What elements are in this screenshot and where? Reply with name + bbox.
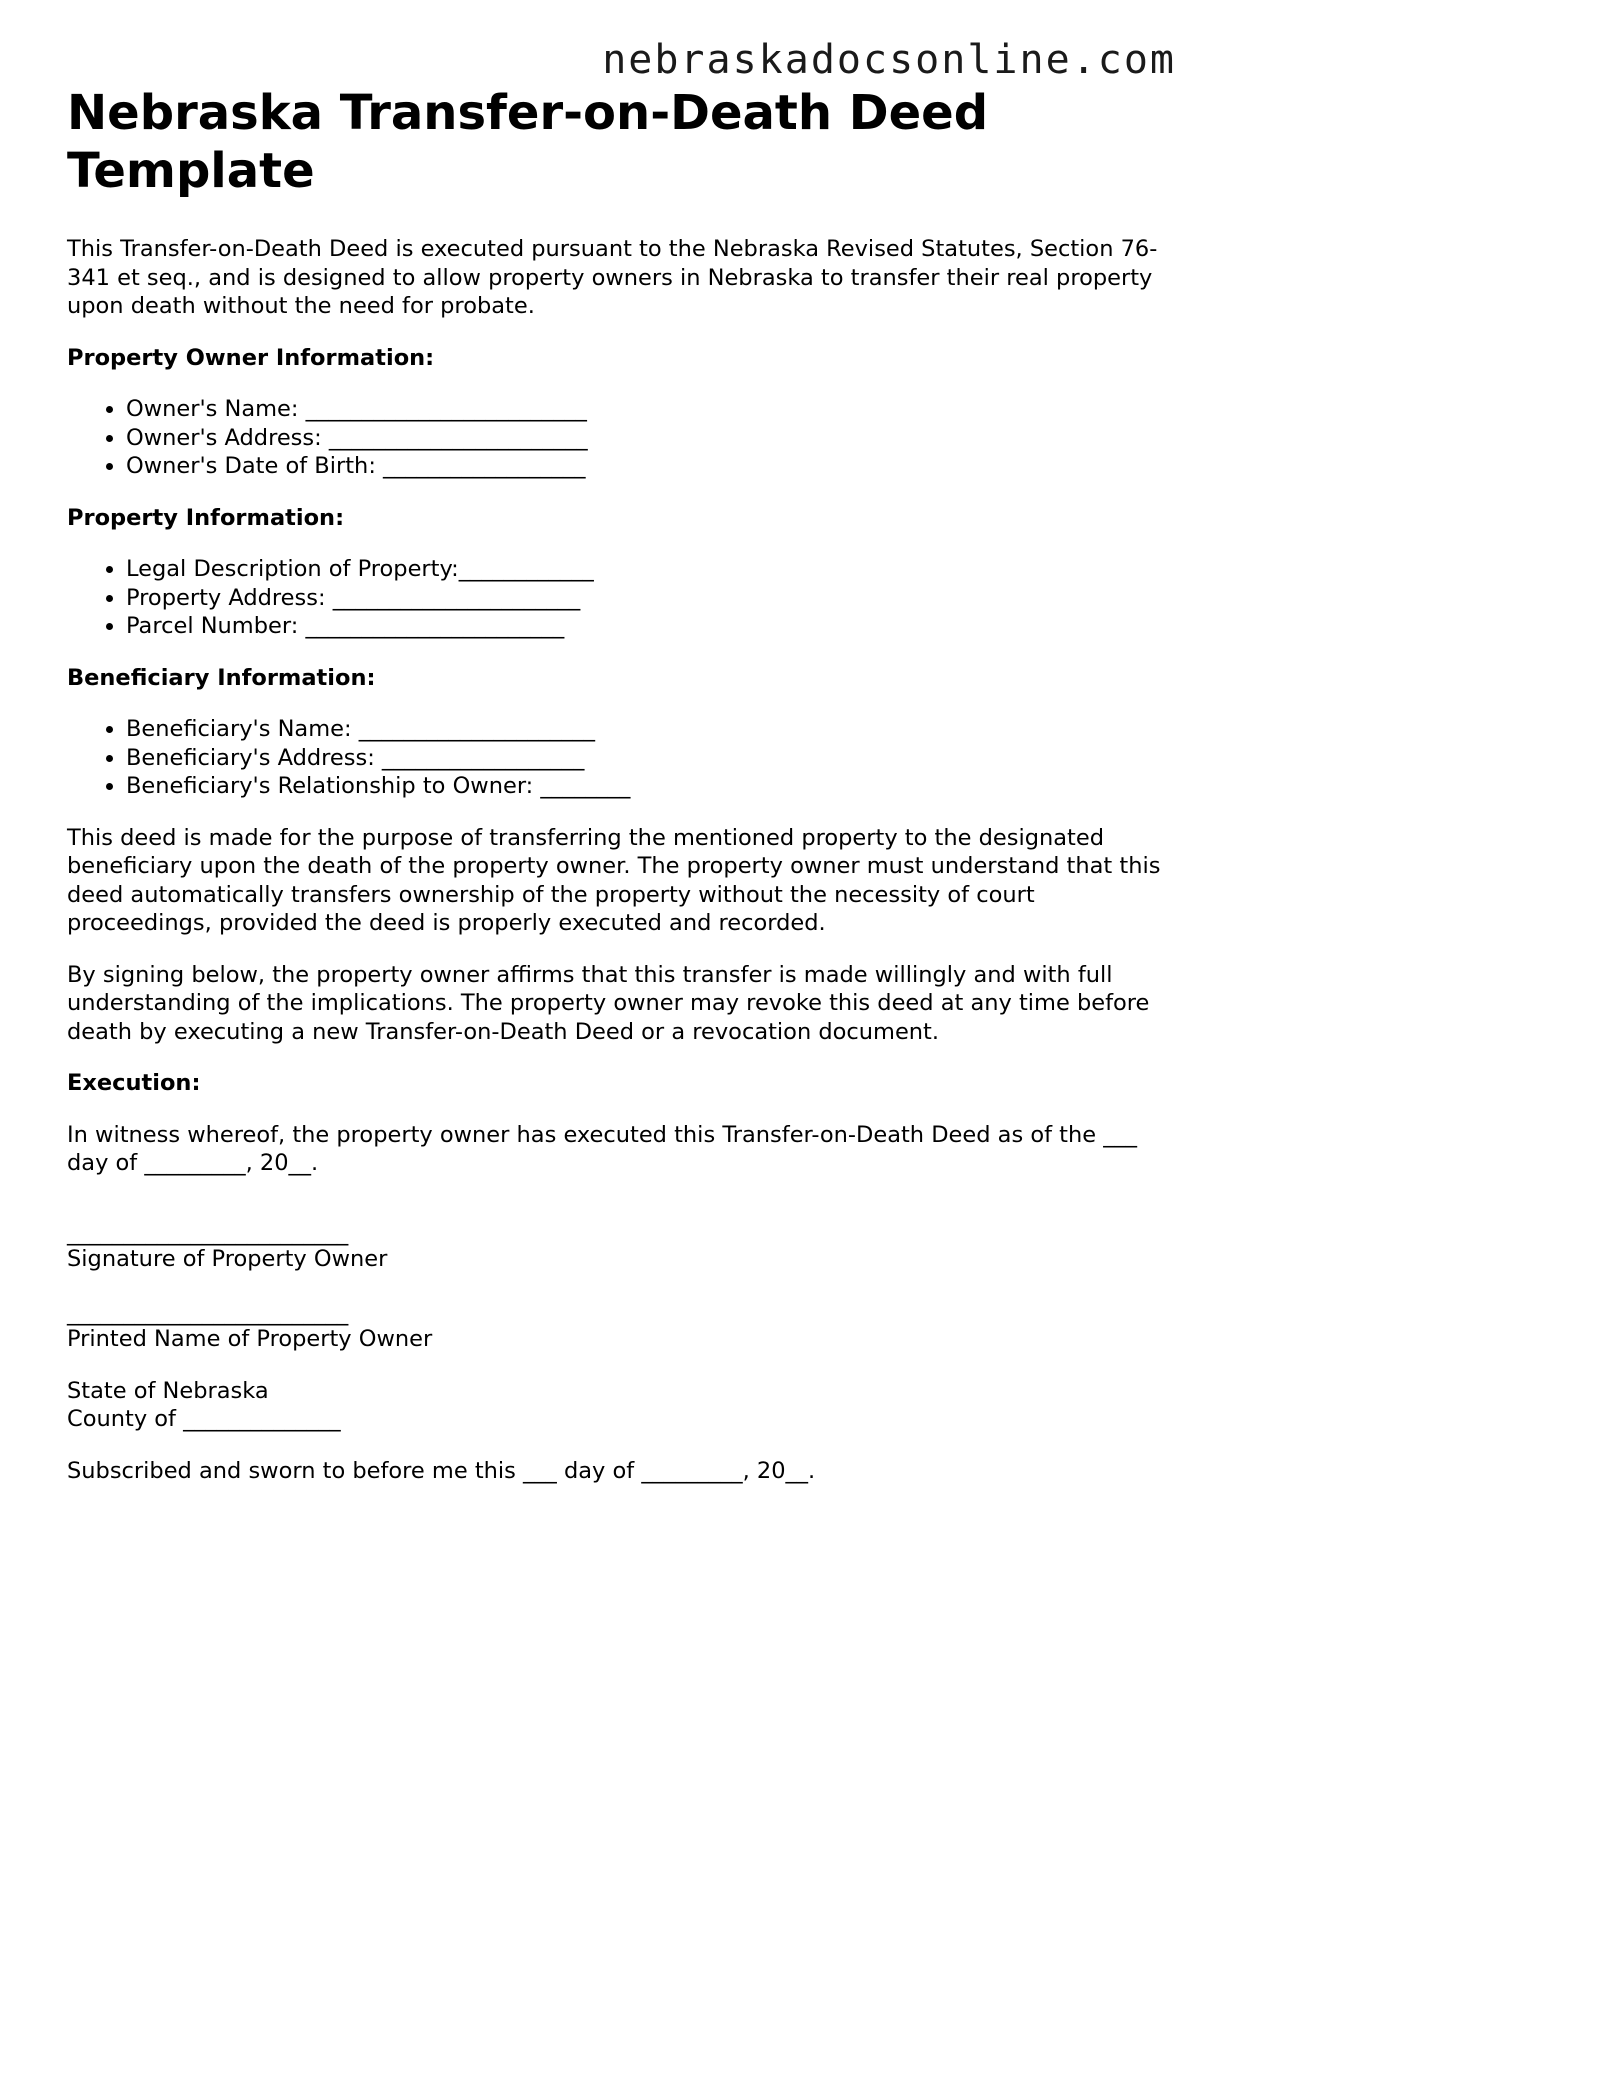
beneficiary-section-heading: Beneficiary Information: — [67, 664, 376, 691]
printed-name-line: _________________________ — [67, 1300, 349, 1326]
owner-address-field: • Owner's Address: _______________________ — [126, 424, 1177, 453]
signature-line: _________________________ — [67, 1219, 349, 1246]
legal-description-field: • Legal Description of Property:____________ — [126, 555, 1177, 584]
printed-name-block — [67, 1301, 1177, 1354]
document-title: Nebraska Transfer-on-Death Deed Template — [67, 85, 989, 199]
owner-section-heading: Property Owner Information: — [67, 344, 435, 371]
purpose-paragraph: This deed is made for the purpose of transferring the mentioned property to the designated beneficiary upon the death of the property owner. The property owner must understand that this deed automatically transfers ownership of the property without the necessity of court proceedings, provided the deed is properly executed and recorded. — [67, 824, 1161, 936]
parcel-number-field: • Parcel Number: _______________________ — [126, 612, 1177, 641]
document-page — [67, 84, 1177, 1508]
witness-paragraph: In witness whereof, the property owner has executed this Transfer-on-Death Deed as of the ___ day of _________, 20__. — [67, 1121, 1137, 1176]
sworn-paragraph: Subscribed and sworn to before me this ___ day of _________, 20__. — [67, 1457, 816, 1484]
notary-venue-block — [67, 1377, 1177, 1434]
property-address-field: • Property Address: ______________________ — [126, 584, 1177, 613]
site-watermark: nebraskadocsonline.com — [602, 37, 1176, 83]
beneficiary-info-list — [67, 715, 1177, 801]
owner-name-field: • Owner's Name: _________________________ — [126, 395, 1177, 424]
owner-dob-field: • Owner's Date of Birth: __________________ — [126, 452, 1177, 481]
property-section-heading: Property Information: — [67, 504, 345, 531]
printed-name-label: Printed Name of Property Owner — [67, 1326, 433, 1352]
state-line: State of Nebraska — [67, 1377, 269, 1404]
beneficiary-relationship-field: • Beneficiary's Relationship to Owner: ________ — [126, 772, 1177, 801]
beneficiary-address-field: • Beneficiary's Address: __________________ — [126, 744, 1177, 773]
intro-paragraph: This Transfer-on-Death Deed is executed pursuant to the Nebraska Revised Statutes, Section 76-341 et seq., and is designed to allow property owners in Nebraska to transfer their real property upon death without the need for probate. — [67, 236, 1158, 319]
owner-signature-block — [67, 1221, 1177, 1274]
county-line: County of ______________ — [67, 1406, 341, 1432]
owner-info-list — [67, 395, 1177, 481]
property-info-list — [67, 555, 1177, 641]
execution-heading: Execution: — [67, 1070, 201, 1096]
beneficiary-name-field: • Beneficiary's Name: _____________________ — [126, 715, 1177, 744]
affirmation-paragraph: By signing below, the property owner affirms that this transfer is made willingly and with full understanding of the implications. The property owner may revoke this deed at any time before death by executing a new Transfer-on-Death Deed or a revocation document. — [67, 961, 1150, 1045]
signature-label: Signature of Property Owner — [67, 1245, 388, 1272]
